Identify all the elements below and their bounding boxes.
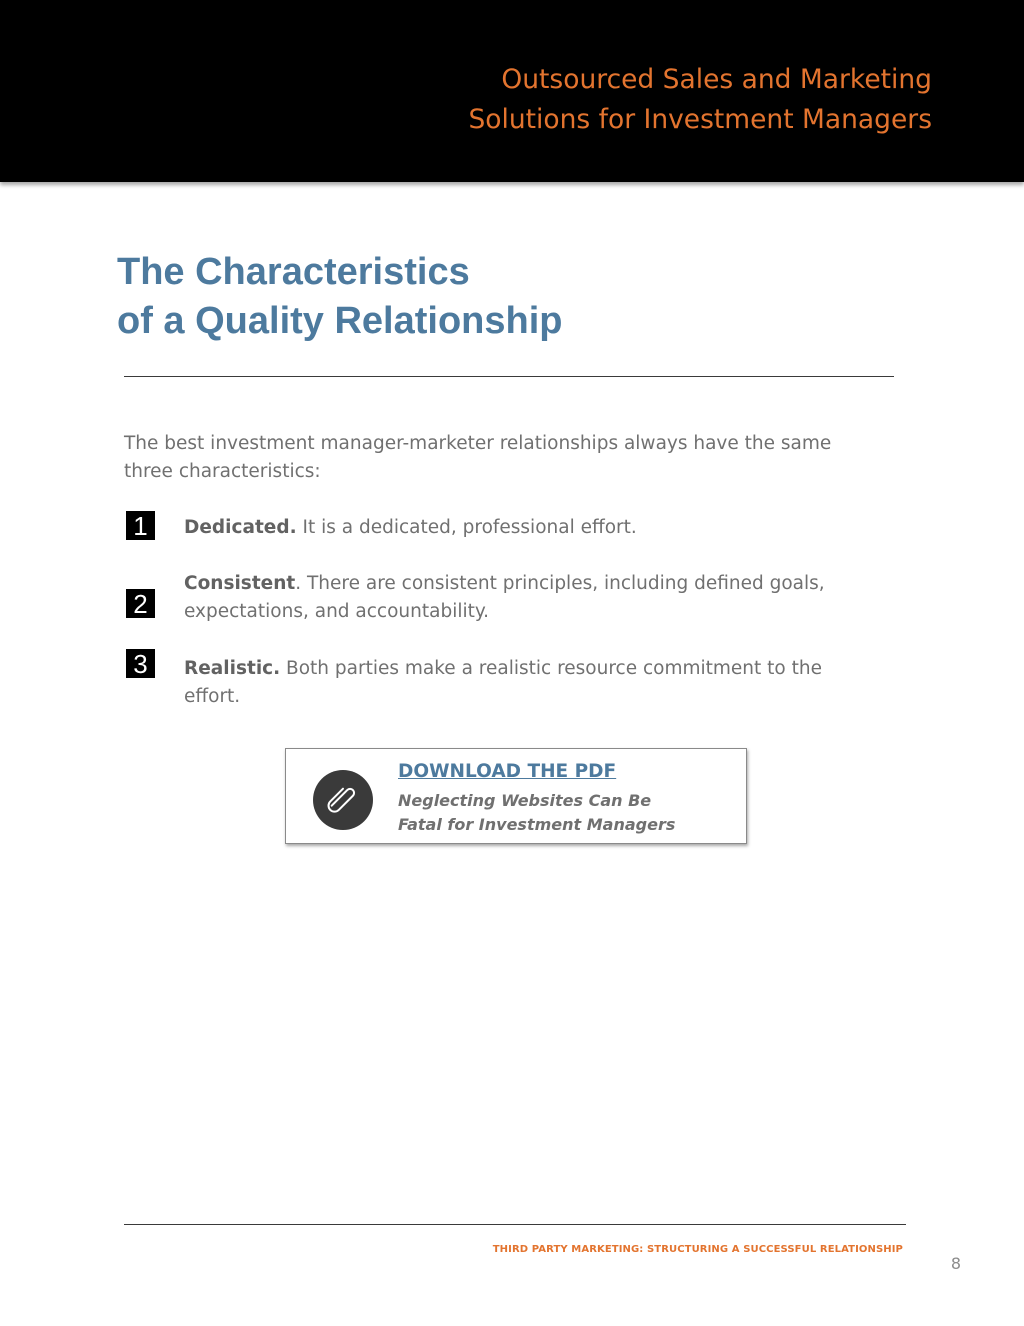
number-two-icon: 2 [126, 589, 155, 618]
header-tagline-line1: Outsourced Sales and Marketing [501, 64, 932, 95]
header-bar [0, 0, 1024, 182]
characteristic-description: . There are consistent principles, including defined goals, [295, 573, 825, 594]
characteristic-term: Dedicated. [184, 517, 297, 538]
characteristic-term: Consistent [184, 573, 296, 594]
title-divider [124, 376, 894, 377]
download-pdf-card[interactable] [285, 748, 747, 844]
download-pdf-link[interactable]: DOWNLOAD THE PDF [398, 761, 617, 782]
download-pdf-subtitle-line1: Neglecting Websites Can Be [398, 791, 652, 810]
characteristic-item-dedicated [124, 511, 864, 544]
characteristic-description: It is a dedicated, professional effort. [302, 517, 637, 538]
header-tagline [468, 60, 932, 140]
header-tagline-line2: Solutions for Investment Managers [468, 104, 932, 135]
characteristic-description: Both parties make a realistic resource commitment to the [286, 658, 822, 679]
characteristic-term: Realistic. [184, 658, 281, 679]
download-pdf-subtitle-line2: Fatal for Investment Managers [398, 815, 676, 834]
intro-line1: The best investment manager-marketer relationships always have the same [124, 433, 832, 454]
characteristic-text [184, 514, 864, 542]
characteristic-description-cont: effort. [184, 686, 241, 707]
intro-paragraph [124, 430, 864, 486]
page-title-line2: of a Quality Relationship [117, 300, 563, 342]
number-one-icon: 1 [126, 511, 155, 540]
footer-divider [124, 1224, 906, 1225]
footer-document-title: THIRD PARTY MARKETING: STRUCTURING A SUCCESSFUL RELATIONSHIP [492, 1244, 903, 1255]
page-title-line1: The Characteristics [117, 251, 470, 293]
characteristic-item-consistent [124, 570, 864, 628]
characteristic-description-cont: expectations, and accountability. [184, 601, 490, 622]
characteristic-text [184, 655, 864, 711]
characteristic-item-realistic [124, 649, 864, 713]
intro-line2: three characteristics: [124, 461, 321, 482]
paperclip-icon[interactable] [313, 770, 373, 830]
page-number: 8 [950, 1254, 961, 1273]
page-title [117, 248, 563, 346]
characteristic-text [184, 570, 864, 626]
number-three-icon: 3 [126, 649, 155, 678]
download-pdf-subtitle [398, 789, 675, 837]
